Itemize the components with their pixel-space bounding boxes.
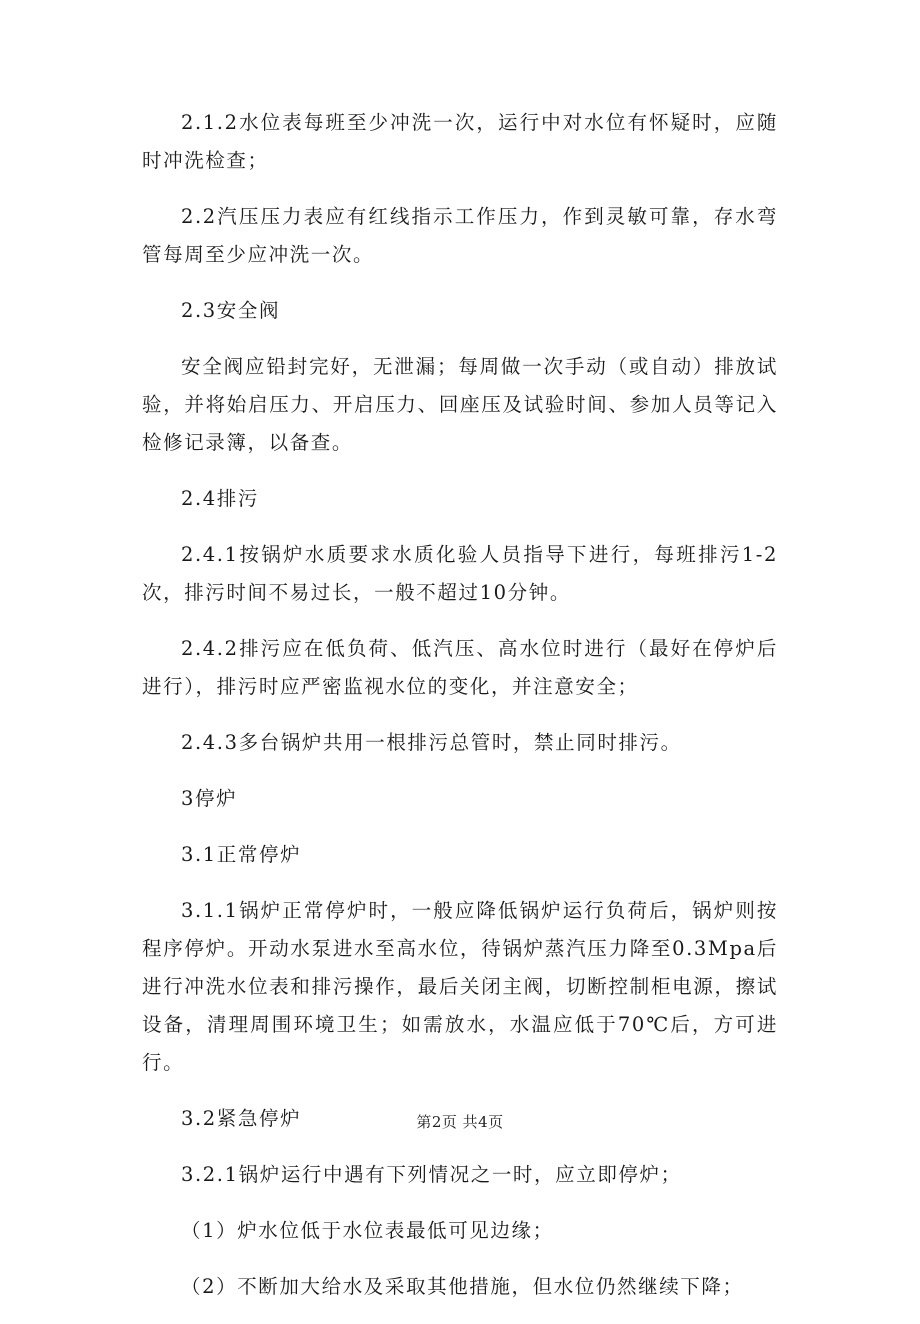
- heading-3-2-emergency-shutdown: 3.2紧急停炉: [181, 1107, 302, 1130]
- document-body: [142, 104, 778, 1324]
- list-item-1: （1）炉水位低于水位表最低可见边缘；: [181, 1219, 554, 1242]
- paragraph-2-4-1: 2.4.1按锅炉水质要求水质化验人员指导下进行，每班排污1-2次，排污时间不易过长，一般不超过10分钟。: [142, 543, 778, 604]
- heading-3-shutdown: 3停炉: [181, 787, 238, 810]
- page-number-footer: 第2页 共4页: [416, 1113, 504, 1131]
- heading-2-4-blowdown: 2.4排污: [181, 487, 260, 510]
- paragraph-safety-valve: 安全阀应铅封完好，无泄漏；每周做一次手动（或自动）排放试验，并将始启压力、开启压力、回座压及试验时间、参加人员等记入检修记录簿，以备查。: [142, 355, 778, 454]
- list-item-2: （2）不断加大给水及采取其他措施，但水位仍然继续下降；: [181, 1275, 744, 1298]
- paragraph-3-2-1: 3.2.1锅炉运行中遇有下列情况之一时，应立即停炉；: [181, 1163, 682, 1186]
- heading-2-3-safety-valve: 2.3安全阀: [181, 299, 281, 322]
- paragraph-2-1-2: 2.1.2水位表每班至少冲洗一次，运行中对水位有怀疑时，应随时冲洗检查；: [142, 111, 778, 172]
- paragraph-2-4-2: 2.4.2排污应在低负荷、低汽压、高水位时进行（最好在停炉后进行），排污时应严密监视水位的变化，并注意安全；: [142, 637, 778, 698]
- paragraph-3-1-1: 3.1.1锅炉正常停炉时，一般应降低锅炉运行负荷后，锅炉则按程序停炉。开动水泵进水至高水位，待锅炉蒸汽压力降至0.3Mpa后进行冲洗水位表和排污操作，最后关闭主阀，切断控制柜电源，擦试设备，清理周围环境卫生；如需放水，水温应低于70℃后，方可进行。: [142, 899, 778, 1074]
- paragraph-2-2: 2.2汽压压力表应有红线指示工作压力，作到灵敏可靠，存水弯管每周至少应冲洗一次。: [142, 205, 778, 266]
- paragraph-2-4-3: 2.4.3多台锅炉共用一根排污总管时，禁止同时排污。: [181, 731, 682, 754]
- heading-3-1-normal-shutdown: 3.1正常停炉: [181, 843, 302, 866]
